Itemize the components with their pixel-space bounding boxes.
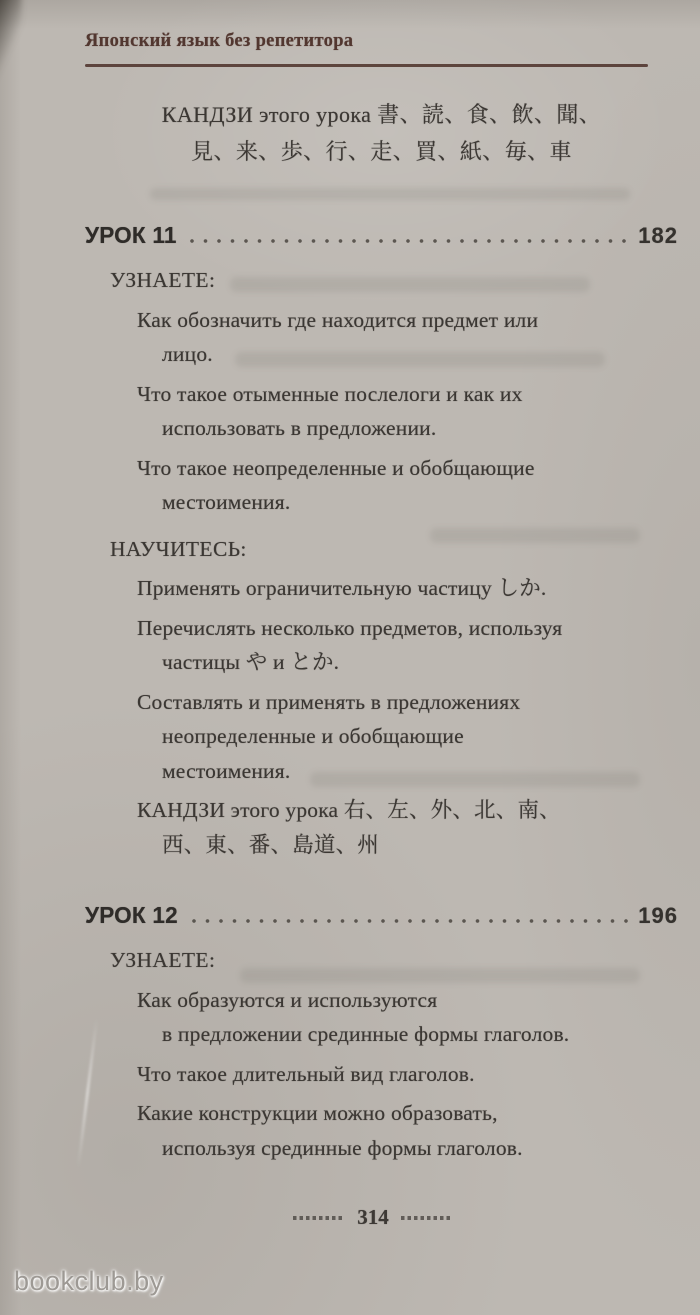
- section-heading: НАУЧИТЕСЬ:: [110, 536, 247, 561]
- lesson-entry: [85, 900, 678, 1165]
- lesson-sections: [85, 943, 678, 1165]
- page-footer: [0, 1205, 700, 1230]
- toc-item: Как образуются и используются в предложении срединные формы глаголов.: [137, 987, 570, 1046]
- toc-item: КАНДЗИ этого урока 右、左、外、北、南、 西、東、番、島道、州: [137, 798, 561, 857]
- toc-item: Перечислять несколько предметов, используя частицы や и とか.: [137, 615, 563, 674]
- section-items: [85, 303, 678, 520]
- toc-item: Применять ограничительную частицу しか.: [137, 576, 547, 600]
- footer-ornament-left: [293, 1216, 345, 1220]
- lesson-heading-row: [85, 220, 678, 251]
- toc-item: Составлять и применять в предложениях неопределенные и обобщающие местоимения.: [137, 689, 521, 783]
- toc-item: Что такое длительный вид глаголов.: [137, 1061, 475, 1086]
- lesson-section: [85, 532, 678, 863]
- lesson-page-number: 182: [638, 223, 678, 248]
- toc-item: Что такое неопределенные и обобщающие местоимения.: [137, 455, 535, 514]
- lesson-title: УРОК 11: [85, 222, 177, 248]
- table-of-contents: [85, 96, 678, 1170]
- lessons: [85, 220, 678, 1165]
- lesson-entry: [85, 220, 678, 862]
- header-rule: [85, 64, 648, 67]
- photo-corner-shadow: [0, 0, 22, 88]
- toc-item: Как обозначить где находится предмет или лицо.: [137, 307, 539, 366]
- section-heading: УЗНАЕТЕ:: [110, 948, 216, 972]
- lesson-heading-row: [85, 900, 678, 931]
- lesson-section: [85, 943, 678, 1165]
- lesson-section: [85, 263, 678, 520]
- page-number: 314: [357, 1205, 389, 1229]
- dot-leader: [190, 238, 628, 244]
- dot-leader: [192, 918, 629, 924]
- lesson-page-number: 196: [638, 903, 678, 928]
- intro-kanji-item: КАНДЗИ этого урока 書、読、食、飲、聞、 見、来、歩、行、走、買、紙、毎、車: [161, 102, 602, 164]
- watermark: bookclub.by: [14, 1266, 164, 1296]
- section-heading: УЗНАЕТЕ:: [110, 268, 216, 292]
- lesson-title: УРОК 12: [85, 902, 178, 928]
- section-items: [85, 571, 678, 862]
- section-items: [85, 983, 678, 1166]
- toc-item: Что такое отыменные послелоги и как их использовать в предложении.: [137, 381, 523, 440]
- toc-item: Какие конструкции можно образовать, используя срединные формы глаголов.: [137, 1101, 523, 1160]
- lesson-sections: [85, 263, 678, 862]
- footer-ornament-right: [401, 1216, 453, 1220]
- running-header: Японский язык без репетитора: [85, 31, 354, 51]
